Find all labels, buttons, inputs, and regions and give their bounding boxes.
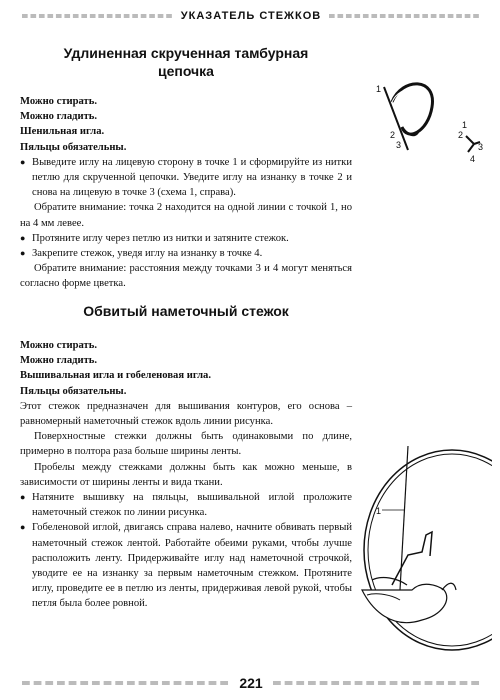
note-paragraph: Обратите внимание: расстояния между точками 3 и 4 могут меняться согласно форме цветка.: [20, 263, 352, 290]
list-item: [20, 155, 352, 201]
prop-ironable: Можно гладить.: [20, 355, 98, 367]
bullet-icon: ●: [20, 492, 26, 503]
section-twisted-chain: [20, 44, 352, 292]
figure-label: 3: [478, 142, 484, 152]
figure-label: 1: [376, 84, 382, 94]
header-title: УКАЗАТЕЛЬ СТЕЖКОВ: [180, 10, 322, 22]
bullet-icon: ●: [20, 248, 26, 259]
twisted-chain-diagram: [362, 72, 492, 172]
section-whipped-running: [20, 302, 352, 612]
prop-needle: Шенильная игла.: [20, 126, 105, 138]
header-ornament-right: [329, 11, 480, 21]
list-item: [20, 520, 352, 611]
running-footer: [22, 675, 480, 691]
note-paragraph: Обратите внимание: точка 2 находится на одной линии с точкой 1, но на 4 мм левее.: [20, 202, 352, 229]
list-item: [20, 490, 352, 520]
bullet-text: Выведите иглу на лицевую сторону в точке 1 и сформируйте из нитки петлю для скрученной цепочки. Уведите иглу на изнанку в точке 2 и снова на лицевую в точке 3 (схема 1, справа).: [32, 156, 352, 199]
prop-needle: Вышивальная игла и гобеленовая игла.: [20, 370, 211, 382]
bullet-text: Натяните вышивку на пяльцы, вышивальной иглой проложите наметочный стежок по линии рисунка.: [32, 492, 352, 519]
page-number: 221: [239, 675, 263, 691]
figure-label: 2: [390, 130, 396, 140]
bullet-text: Закрепите стежок, уведя иглу на изнанку в точке 4.: [32, 248, 263, 260]
section-title-line2: цепочка: [158, 63, 214, 79]
list-item: [20, 231, 352, 246]
bullet-text: Гобеленовой иглой, двигаясь справа налево, начните обвивать первый наметочный стежок лентой. Работайте обеими руками, чтобы лучше расположить ленту. Придерживайте иглу над наметочной строчкой, уводите ее на изнанку за первым наметочным стежком. Протяните иглу, проведите ее в петлю из ленты, придерживая левой рукой, чтобы петля была более ровной.: [32, 522, 352, 610]
list-item: [20, 246, 352, 261]
bullet-icon: ●: [20, 156, 26, 167]
figure-label: 4: [470, 154, 476, 164]
header-ornament-left: [22, 11, 173, 21]
bullet-text: Протяните иглу через петлю из нитки и затяните стежок.: [32, 232, 289, 244]
body-paragraph: Этот стежок предназначен для вышивания контуров, его основа – равномерный наметочный стежок вдоль линии рисунка.: [20, 400, 352, 428]
section-title-line1: Удлиненная скрученная тамбурная: [63, 45, 309, 61]
hoop-hand-illustration: [352, 440, 492, 670]
bullet-icon: ●: [20, 232, 26, 243]
bullet-icon: ●: [20, 522, 26, 533]
prop-washable: Можно стирать.: [20, 96, 98, 107]
body-paragraph: Пробелы между стежками должны быть как можно меньше, в зависимости от ширины ленты и вида ткани.: [20, 461, 352, 488]
prop-hoop: Пяльцы обязательны.: [20, 385, 127, 397]
footer-ornament-left: [22, 678, 229, 688]
figure-label: 1: [462, 120, 468, 130]
section-title: Обвитый наметочный стежок: [83, 303, 289, 319]
figure-label: 2: [458, 130, 464, 140]
prop-hoop: Пяльцы обязательны.: [20, 141, 127, 153]
prop-washable: Можно стирать.: [20, 340, 98, 351]
running-header: [22, 8, 480, 24]
prop-ironable: Можно гладить.: [20, 111, 98, 123]
figure-label: 1: [376, 506, 382, 516]
figure-label: 3: [396, 140, 402, 150]
body-paragraph: Поверхностные стежки должны быть одинаковыми по длине, примерно в полтора раза больше ширины ленты.: [20, 431, 352, 458]
footer-ornament-right: [273, 678, 480, 688]
